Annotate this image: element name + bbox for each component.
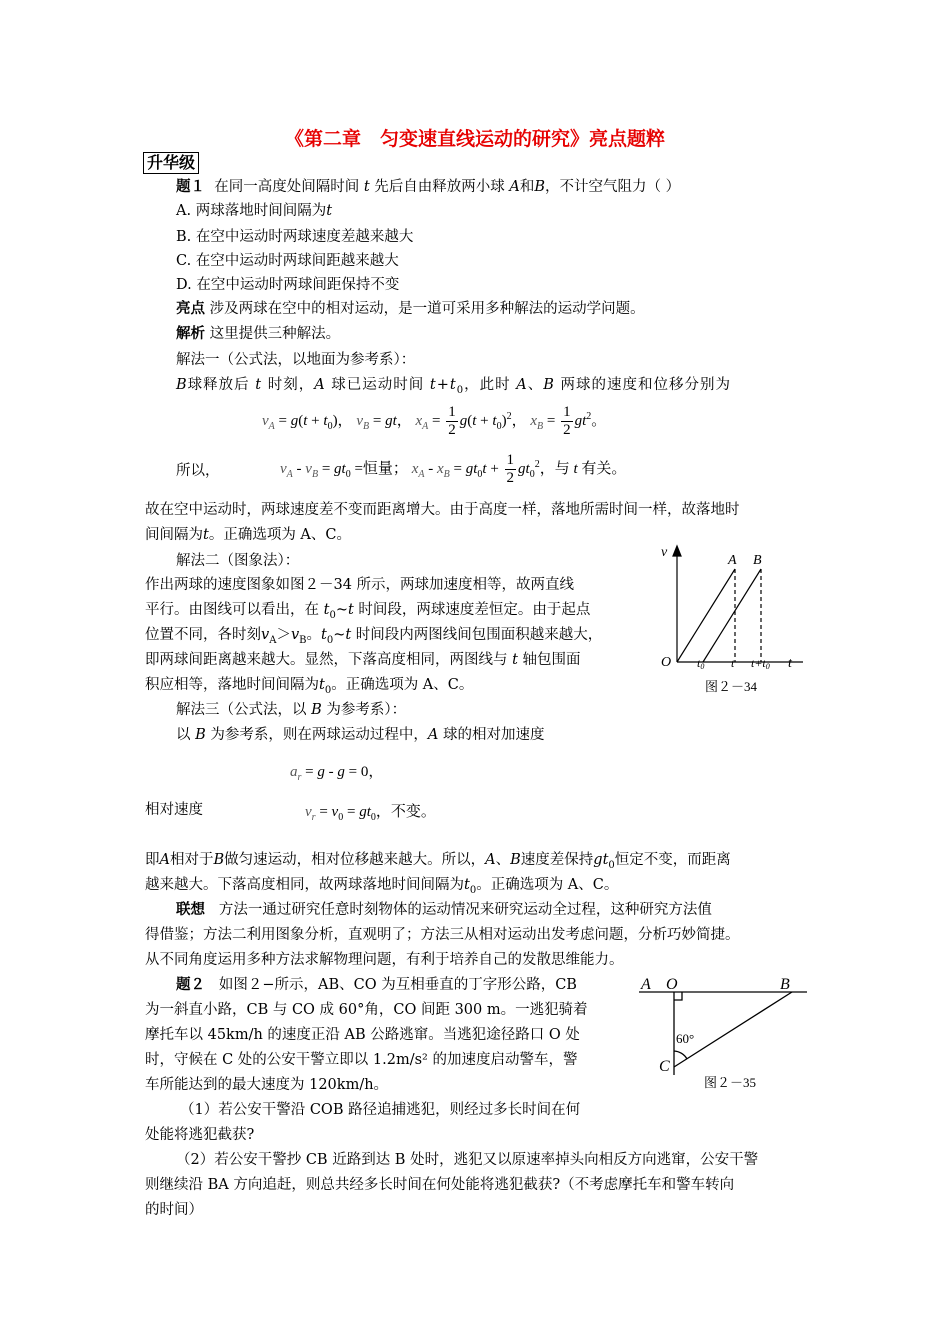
figure-2-34 — [655, 542, 810, 697]
q2-line-1: 题２ 如图２−所示，AB、CO 为互相垂直的丁字形公路，CB — [176, 976, 577, 993]
page-title: 《第二章 匀变速直线运动的研究》亮点题粹 — [284, 128, 665, 150]
fig34-line-B — [703, 569, 761, 662]
q1-stem: 题１ 在同一高度处间隔时间 t 先后自由释放两小球 A和B，不计空气阻力（ ） — [176, 178, 681, 195]
method3-formula-speed: $v_r = v_0 = gt_0$，不变。 — [305, 804, 436, 823]
q1-option-c: C. 在空中运动时两球间距越来越大 — [176, 253, 399, 269]
method1-conclusion-2: 间间隔为t。正确选项为 A、C。 — [145, 527, 352, 543]
q2-line-5: 车所能达到的最大速度为 120km/h。 — [145, 1077, 389, 1093]
method3-heading: 解法三（公式法，以 B 为参考系）： — [176, 702, 407, 718]
fig35-road-CB — [674, 992, 792, 1067]
fig35-label-C: C — [659, 1058, 670, 1075]
fig35-label-O: O — [666, 976, 678, 993]
fig35-caption: 图２－35 — [704, 1075, 757, 1090]
fig34-label-tt0: t+t — [751, 656, 766, 670]
q2-part1-line-2: 处能将逃犯截获? — [145, 1127, 255, 1143]
association-line-1: 联想 方法一通过研究任意时刻物体的运动情况来研究运动全过程，这种研究方法值 — [176, 901, 712, 918]
highlight-label: 亮点 — [176, 300, 205, 317]
q1-option-a: A. 两球落地时间间隔为t — [176, 203, 333, 219]
fig34-label-t: t — [731, 656, 735, 670]
method1-intro: B球释放后 t 时刻，A 球已运动时间 $t+t_0$，此时 A、B 两球的速度和位移分别为 — [176, 377, 731, 396]
fig35-label-B: B — [780, 976, 790, 993]
method1-conclusion-1: 故在空中运动时，两球速度差不变而距离增大。由于高度一样，落地所需时间一样，故落地时 — [145, 502, 740, 518]
method1-heading: 解法一（公式法，以地面为参考系）： — [176, 352, 416, 368]
svg-text:t+t0: t+t0 — [751, 656, 770, 671]
q2-part2-line-1: （2）若公安干警抄 CB 近路到达 B 处时，逃犯又以原速率掉头向相反方向逃窜，公安干警 — [176, 1152, 759, 1168]
method1-formula-2: $v_A - v_B = gt_0$ =恒量； $x_A - x_B = gt_0t$ + $\frac{1}{2}$ $gt_0^2$，与 t 有关。 — [280, 452, 627, 486]
fig35-right-angle — [674, 992, 682, 1000]
method2-heading: 解法二（图象法）： — [176, 553, 300, 569]
q1-option-d: D. 在空中运动时两球间距保持不变 — [176, 277, 400, 293]
method3-conclusion-1: 即A相对于B做匀速运动，相对位移越来越大。所以，A、B速度差保持$gt_0$恒定不变，而距离 — [145, 852, 731, 871]
association-line-2: 得借鉴；方法二利用图象分析，直观明了；方法三从相对运动出发考虑问题，分析巧妙简捷。 — [145, 927, 740, 943]
fig34-label-B: B — [753, 553, 762, 568]
fig35-label-A: A — [641, 976, 651, 993]
analysis-label: 解析 — [176, 325, 205, 342]
method3-conclusion-2: 越来越大。下落高度相同，故两球落地时间间隔为$t_0$。正确选项为 A、C。 — [145, 877, 619, 896]
method3-formula-accel: $a_r = g - g = 0$， — [290, 764, 384, 783]
fig34-label-O: O — [661, 655, 672, 670]
q2-line-3: 摩托车以 45km/h 的速度正沿 AB 公路逃窜。当逃犯途径路口 O 处 — [145, 1027, 580, 1043]
q2-line-2: 为一斜直小路，CB 与 CO 成 60°角，CO 间距 300 m。一逃犯骑着 — [145, 1002, 588, 1018]
level-heading: 升华级 — [143, 152, 199, 174]
association-label: 联想 — [176, 901, 205, 918]
fig34-caption: 图２－34 — [705, 679, 758, 694]
fig34-label-t0: t — [697, 656, 701, 670]
q1-option-b: B. 在空中运动时两球速度差越来越大 — [176, 229, 414, 245]
method3-line-1: 以 B 为参考系，则在两球运动过程中，A 球的相对加速度 — [176, 727, 545, 743]
fig34-label-v: v — [661, 545, 668, 560]
method2-line-2: 平行。由图线可以看出，在 $t_0\sim t$ 时间段，两球速度差恒定。由于起点 — [145, 602, 591, 621]
svg-text:t0: t0 — [697, 656, 705, 671]
fig34-v-arrow — [673, 546, 681, 556]
q2-part2-line-2: 则继续沿 BA 方向追赶，则总共经多长时间在何处能将逃犯截获?（不考虑摩托车和警车转向 — [145, 1177, 735, 1193]
method3-rel-speed-label: 相对速度 — [145, 802, 203, 818]
fig34-label-A: A — [728, 553, 737, 568]
figure-2-35 — [637, 975, 812, 1095]
fig35-label-angle: 60° — [676, 1031, 695, 1046]
method1-formula-1: $v_A = g(t + t_0)$， $v_B$ = gt， $x_A$ = $\frac{1}{2}$ $g(t + t_0)^2$， $x_B$ = $\frac{1}{2}$ $gt^2$。 — [262, 404, 607, 438]
method2-line-3: 位置不同，各时刻$v_A>v_B$。$t_0\sim t$ 时间段内两图线间包围面积越来越大， — [145, 627, 603, 646]
method1-so: 所以， — [176, 463, 220, 479]
analysis-paragraph: 解析 这里提供三种解法。 — [176, 325, 341, 342]
q2-part1-line-1: （1）若公安干警沿 COB 路径追捕逃犯，则经过多长时间在何 — [180, 1102, 581, 1118]
method2-line-5: 积应相等，落地时间间隔为$t_0$。正确选项为 A、C。 — [145, 677, 474, 696]
q2-label: 题２ — [176, 976, 205, 993]
fig34-label-t-axis: t — [788, 656, 792, 671]
fig34-line-A — [677, 569, 735, 662]
method2-line-1: 作出两球的速度图象如图２－34 所示，两球加速度相等，故两直线 — [145, 577, 575, 593]
highlight-paragraph: 亮点 涉及两球在空中的相对运动，是一道可采用多种解法的运动学问题。 — [176, 300, 645, 317]
q2-line-4: 时，守候在 C 处的公安干警立即以 1.2m/s² 的加速度启动警车，警 — [145, 1052, 578, 1068]
q1-label: 题１ — [176, 178, 205, 195]
association-line-3: 从不同角度运用多种方法求解物理问题，有利于培养自己的发散思维能力。 — [145, 952, 624, 968]
fig35-angle-arc — [674, 1051, 687, 1059]
method2-line-4: 即两球间距离越来越大。显然，下落高度相同，两图线与 t 轴包围面 — [145, 652, 581, 668]
q2-part2-line-3: 的时间） — [145, 1202, 203, 1218]
